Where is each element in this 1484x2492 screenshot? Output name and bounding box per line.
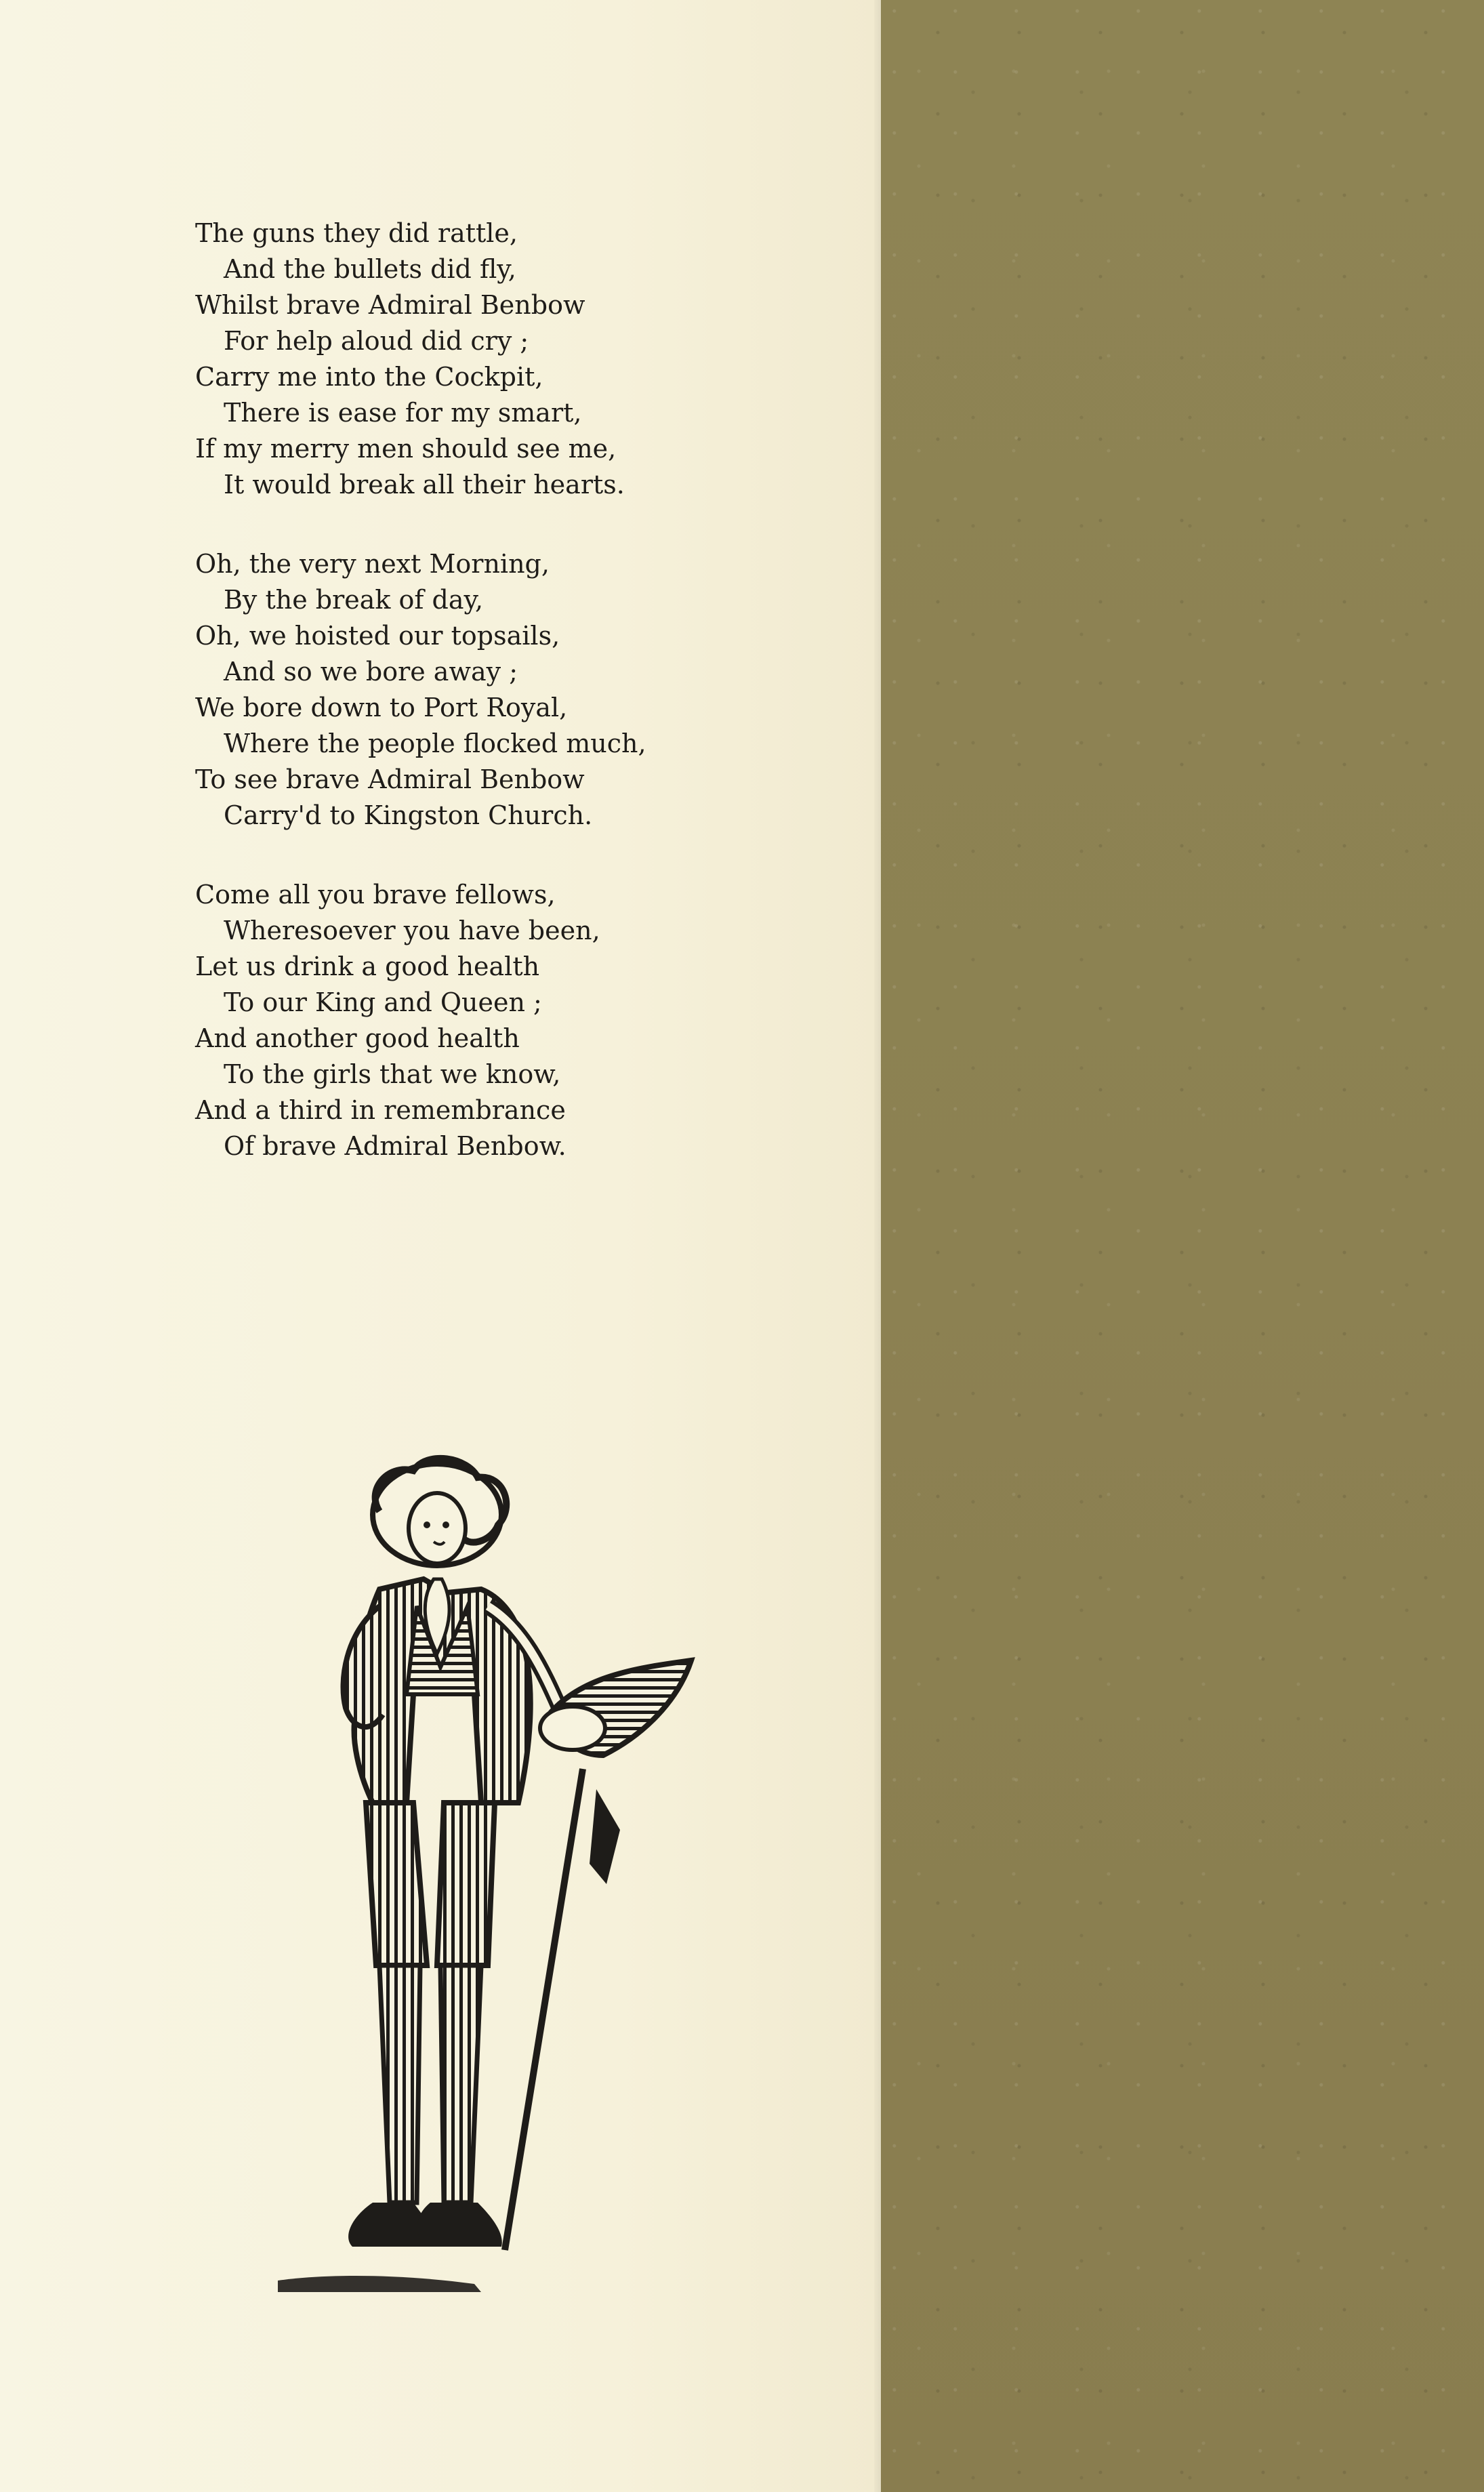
poem-line: For help aloud did cry ; bbox=[224, 326, 529, 356]
poem-line: If my merry men should see me, bbox=[195, 434, 617, 464]
stanza-2 bbox=[195, 546, 646, 834]
poem-line: To our King and Queen ; bbox=[224, 987, 542, 1017]
poem-line: Carry me into the Cockpit, bbox=[195, 362, 543, 392]
poem-line: Whilst brave Admiral Benbow bbox=[195, 290, 585, 320]
stanza-3 bbox=[195, 877, 636, 1164]
poem-line: And a third in remembrance bbox=[195, 1095, 566, 1125]
poem-line: Oh, the very next Morning, bbox=[195, 549, 550, 579]
poem-line: Wheresoever you have been, bbox=[224, 916, 600, 945]
poem-line: There is ease for my smart, bbox=[224, 398, 582, 428]
endpaper-board bbox=[881, 0, 1484, 2492]
poem-line: The guns they did rattle, bbox=[195, 218, 518, 248]
poem-line: Where the people flocked much, bbox=[224, 729, 646, 758]
poem-line: We bore down to Port Royal, bbox=[195, 693, 568, 722]
gentleman-engraving-icon bbox=[264, 1450, 739, 2297]
poem-line: To see brave Admiral Benbow bbox=[195, 764, 585, 794]
poem-line: It would break all their hearts. bbox=[224, 470, 625, 499]
poem-line: Oh, we hoisted our topsails, bbox=[195, 621, 560, 651]
poem bbox=[195, 216, 646, 1208]
poem-line: To the girls that we know, bbox=[224, 1059, 561, 1089]
stanza-1 bbox=[195, 216, 636, 503]
poem-line: And the bullets did fly, bbox=[224, 254, 516, 284]
poem-line: Let us drink a good health bbox=[195, 952, 540, 981]
poem-line: And another good health bbox=[195, 1023, 520, 1053]
poem-line: Come all you brave fellows, bbox=[195, 880, 556, 910]
poem-line: And so we bore away ; bbox=[224, 657, 518, 687]
poem-line: By the break of day, bbox=[224, 585, 484, 615]
poem-line: Of brave Admiral Benbow. bbox=[224, 1131, 566, 1161]
poem-line: Carry'd to Kingston Church. bbox=[224, 800, 593, 830]
